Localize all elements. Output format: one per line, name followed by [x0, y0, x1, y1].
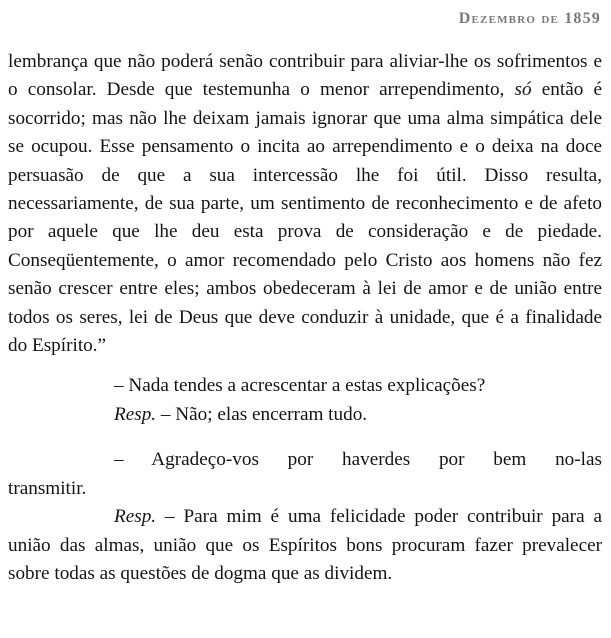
question-2: [8, 446, 602, 503]
dialog-block-1: [8, 372, 602, 429]
answer-1-text: – Não; elas encerram tudo.: [156, 403, 368, 425]
answer-1-label: Resp.: [114, 403, 157, 425]
paragraph-1: [8, 48, 602, 360]
question-1: – Nada tendes a acrescentar a estas explicações?: [114, 375, 486, 397]
body-text: [8, 48, 602, 588]
question-2-line-1: – Agradeço-vos por haverdes por bem no-las: [114, 449, 602, 471]
running-header: Dezembro de 1859: [458, 10, 601, 27]
answer-2-text: – Para mim é uma felicidade poder contribuir para a união das almas, união que os Espíritos bons procuram fazer prevalecer sobre todas as questões de dogma que as dividem.: [8, 506, 602, 584]
answer-1: [8, 401, 602, 429]
question-2-line-2: transmitir.: [8, 477, 87, 499]
answer-2: [8, 503, 602, 588]
paragraph-1-part-a: lembrança que não poderá senão contribuir para aliviar-lhe os sofrimentos e o consolar. Desde que testemunha o menor arrependimento,: [8, 51, 602, 101]
paragraph-1-part-b: então é socorrido; mas não lhe deixam jamais ignorar que uma alma simpática dele se ocupou. Esse pensamento o incita ao arrependimento e o deixa na doce persuasão de que a sua intercessão lhe foi útil. Disso resulta, necessariamente, de sua parte, um sentimento de reconhecimento e de afeto por aquele que lhe deu esta prova de consideração e de piedade. Conseqüentemente, o amor recomendado pelo Cristo aos homens não fez senão crescer entre eles; ambos obedeceram à lei de amor e de união entre todos os seres, lei de Deus que deve conduzir à unidade, que é a finalidade do Espírito.”: [8, 79, 602, 357]
answer-2-label: Resp.: [114, 506, 157, 528]
paragraph-1-italic: só: [514, 79, 532, 101]
